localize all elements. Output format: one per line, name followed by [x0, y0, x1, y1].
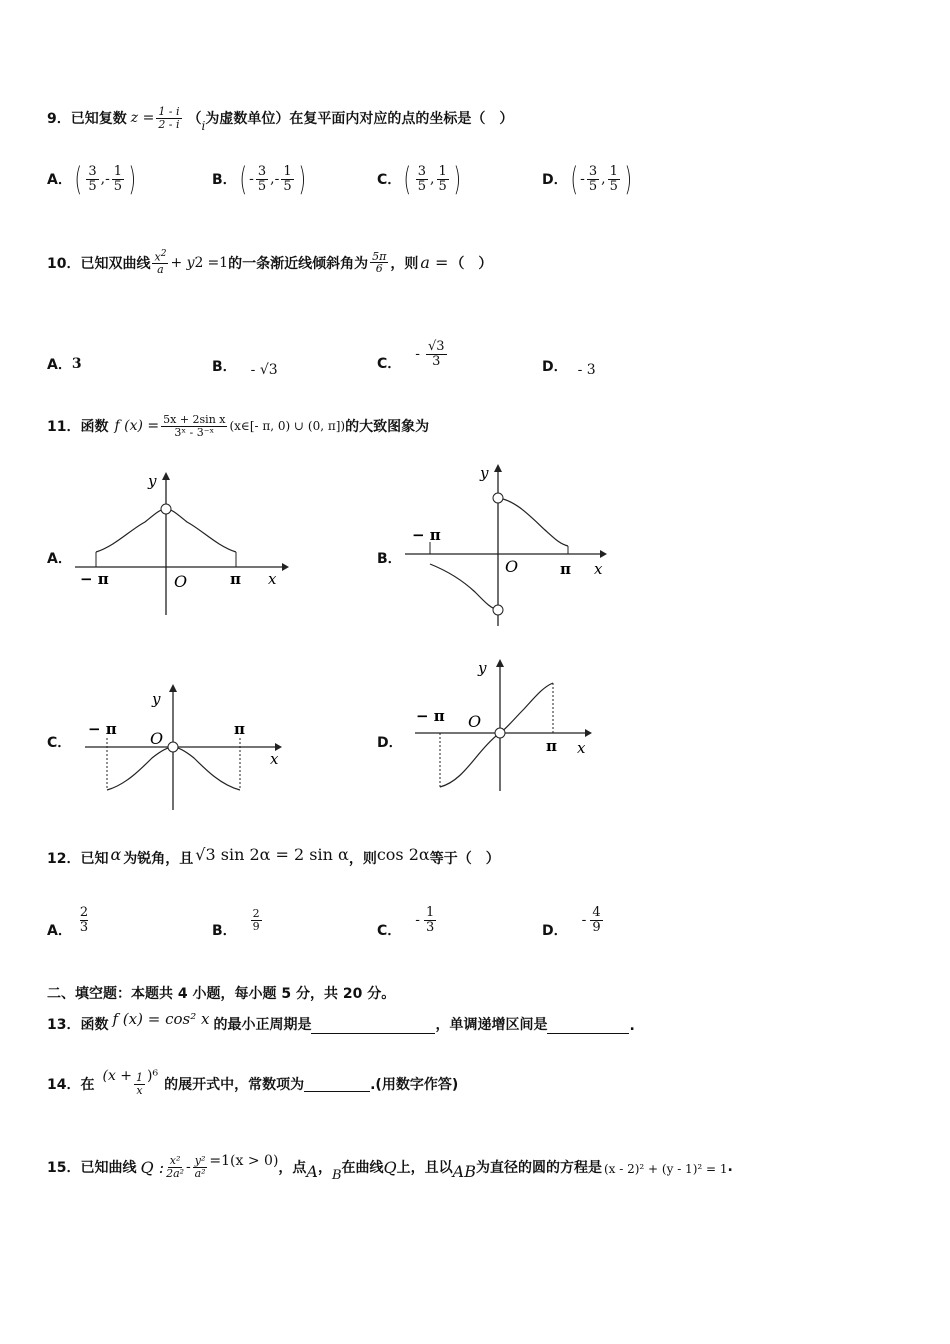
q9-d-den1: 5 [588, 178, 598, 194]
q12-option-b[interactable] [212, 900, 264, 940]
q12-option-a-den: 3 [79, 919, 89, 935]
q9-d-frac2 [608, 165, 620, 193]
q10-text1: 已知双曲线 [80, 255, 151, 272]
q12-option-b-num: 2 [252, 906, 260, 920]
graph-b-pi: π [560, 560, 571, 578]
q9-a-den2: 5 [113, 178, 123, 194]
q14-stem [47, 1068, 459, 1097]
q9-c-frac1 [416, 165, 428, 193]
q10-option-d-value: - 3 [577, 362, 596, 378]
q11-domain: (x∈[- π, 0) ∪ (0, π]) [229, 419, 346, 434]
q10-text4: （ ） [450, 255, 493, 272]
q12-option-c-den: 3 [426, 919, 435, 935]
q9-number: 9． [47, 111, 71, 128]
q15-frac1-den: 2a² [166, 1166, 185, 1180]
q11-text2: 的大致图象为 [345, 419, 430, 436]
q14-expr-pre: (x + [102, 1068, 133, 1085]
q9-d-sign1: - [580, 171, 585, 187]
graph-d-origin: O [468, 712, 482, 731]
q9-a-frac1 [86, 165, 98, 193]
q15-q-var: Q [383, 1157, 397, 1177]
q9-text3: 为虚数单位）在复平面内对应的点的坐标是（ ） [205, 111, 514, 128]
q13-stem [47, 1010, 635, 1034]
q13-blank-interval[interactable] [547, 1019, 629, 1034]
q11-graph-b-label[interactable]: B． [377, 551, 402, 567]
q15-frac1-num: x² [169, 1154, 181, 1167]
q10-ask: a = [420, 253, 449, 273]
q12-target: cos 2α [376, 844, 430, 864]
q10-option-a-value: 3 [71, 356, 82, 372]
q9-b-num1: 3 [257, 163, 267, 179]
q10-option-a-label: A． [47, 357, 72, 373]
q12-option-b-label: B． [212, 923, 237, 939]
graph-a-hole [161, 504, 171, 514]
q15-minus: - [186, 1159, 191, 1176]
q10-a: a [157, 263, 164, 277]
q12-option-c-frac [424, 906, 436, 934]
q12-text2: 为锐角，且 [123, 851, 194, 867]
q11-frac [161, 414, 227, 438]
graph-d-hole [495, 728, 505, 738]
q15-number: 15． [47, 1160, 81, 1177]
q14-text3: .(用数字作答) [370, 1077, 459, 1094]
graph-b-hole-top [493, 493, 503, 503]
q10-option-c-frac [426, 340, 447, 368]
q9-fraction [156, 106, 181, 130]
q11-graph-c-label[interactable]: C． [47, 735, 72, 751]
q9-b-frac2 [281, 165, 293, 193]
q9-a-den1: 5 [88, 178, 97, 194]
q14-text1: 在 [80, 1077, 95, 1094]
q9-b-sign2: - [274, 171, 280, 187]
q9-text2: （ [187, 111, 202, 128]
q12-option-c-label: C． [377, 923, 402, 939]
q9-a-num1: 3 [88, 163, 97, 179]
graph-c-y-label: y [152, 690, 161, 708]
q9-option-b-label: B． [212, 172, 237, 188]
q15-frac2-num: y² [194, 1154, 206, 1167]
graph-b-y-arrow [494, 464, 502, 472]
graph-d-x-arrow [585, 729, 592, 737]
q9-option-c[interactable]: C． ( $\frac{3}{5}$ , $\frac{1}{5}$ ) [377, 160, 461, 198]
q12-option-a-label: A． [47, 923, 72, 939]
graph-a-neg-pi: − π [80, 570, 109, 588]
q9-a-frac2 [112, 165, 124, 193]
q13-number: 13． [47, 1017, 81, 1033]
q15-circle-eq: (x - 2)² + (y - 1)² = 1 [603, 1162, 728, 1177]
q12-option-a[interactable] [47, 900, 92, 940]
q11-graph-c [80, 680, 290, 815]
graph-a-y-label: y [148, 472, 157, 490]
q15-rhs: =1(x > 0) [209, 1153, 279, 1170]
graph-a-x-arrow [282, 563, 289, 571]
q13-text3: ，单调递增区间是 [435, 1017, 548, 1033]
q13-expr: f (x) = cos² x [112, 1010, 210, 1028]
graph-b-y-label: y [480, 464, 489, 482]
q12-option-c-num: 1 [426, 904, 435, 920]
q9-numerator: 1 - i [158, 105, 180, 118]
q12-option-d-label: D． [542, 923, 568, 939]
q10-stem: 10． 已知双曲线 $\frac{x^2}{a}$ + y 2 =1 的一条渐近线倾斜角为 $\frac{5\pi}{6}$ ，则 a = （ ） [47, 249, 493, 277]
q11-stem [47, 414, 429, 438]
q10-angle-num: 5π [372, 249, 387, 263]
q11-graph-d-label[interactable]: D． [377, 735, 403, 751]
graph-b-hole-bottom [493, 605, 503, 615]
graph-a-y-arrow [162, 472, 170, 480]
graph-d-pi: π [546, 737, 557, 755]
q9-d-num2: 1 [609, 163, 618, 179]
q9-z-lhs: z = [130, 110, 155, 127]
q15-point-b: B [331, 1167, 342, 1183]
q10-option-a[interactable] [47, 354, 82, 374]
q10-option-c-den: 3 [432, 353, 441, 369]
q13-text2: 的最小正周期是 [213, 1017, 312, 1033]
graph-b-origin: O [505, 557, 519, 576]
q9-d-frac1 [587, 165, 599, 193]
q15-frac2 [193, 1155, 208, 1179]
q15-text2: ，点 [278, 1160, 307, 1177]
graph-b-right-curve [498, 498, 568, 546]
q10-option-b[interactable] [212, 354, 278, 378]
q10-option-c-sign: - [415, 346, 421, 362]
q15-text5: 为直径的圆的方程是 [475, 1160, 602, 1177]
graph-d-y-label: y [478, 659, 487, 677]
q10-angle-den: 6 [375, 262, 383, 276]
q10-angle-frac [370, 251, 388, 275]
q11-denominator: 3ˣ - 3⁻ˣ [174, 425, 215, 439]
graph-c-hole [168, 742, 178, 752]
q14-frac-den: x [136, 1083, 143, 1097]
q11-graph-d [410, 655, 600, 795]
graph-c-neg-pi: − π [88, 720, 117, 738]
q9-b-frac1 [256, 165, 268, 193]
graph-a-origin: O [174, 572, 188, 591]
q13-text1: 函数 [80, 1017, 109, 1033]
q12-number: 12． [47, 851, 81, 867]
q13-text4: . [629, 1018, 635, 1034]
q14-expr-post: )⁶ [147, 1068, 159, 1085]
q12-condition: √3 sin 2α = 2 sin α [195, 844, 349, 864]
q12-option-a-frac [78, 906, 90, 934]
q9-c-frac2 [437, 165, 449, 193]
q12-option-d[interactable] [542, 900, 605, 940]
q15-frac2-den: a² [194, 1166, 206, 1180]
q9-option-a-label: A． [47, 172, 72, 188]
q15-text4: 上，且以 [396, 1160, 453, 1177]
q9-stem [47, 105, 514, 134]
q12-stem [47, 844, 500, 868]
q9-c-den1: 5 [417, 178, 427, 194]
q15-ab: AB [452, 1161, 476, 1181]
graph-b-left-curve [430, 564, 498, 610]
q9-text1: 已知复数 [70, 111, 127, 128]
graph-c-origin: O [150, 729, 164, 748]
q12-option-b-den: 9 [252, 919, 260, 933]
q9-option-c-label: C． [377, 172, 402, 188]
graph-a-pi: π [230, 570, 241, 588]
q9-b-sign1: - [249, 171, 254, 187]
q9-a-sign2: - [105, 171, 110, 187]
q9-b-num2: 1 [283, 163, 292, 179]
q9-b-den2: 5 [283, 178, 292, 194]
q12-alpha: α [110, 844, 122, 864]
q15-frac1 [166, 1155, 184, 1179]
q10-option-c-label: C． [377, 356, 402, 372]
q10-option-c[interactable] [377, 335, 449, 373]
q14-number: 14． [47, 1077, 81, 1094]
q9-denominator: 2 - i [158, 117, 180, 131]
q14-blank[interactable] [304, 1077, 370, 1092]
q12-option-b-frac [251, 908, 262, 932]
q13-blank-period[interactable] [311, 1019, 435, 1034]
graph-c-x-label: x [270, 750, 279, 768]
q11-numerator: 5x + 2sin x [163, 413, 226, 426]
q10-text3: ，则 [390, 255, 419, 272]
q14-text2: 的展开式中，常数项为 [164, 1077, 305, 1094]
q10-xa-frac: $\frac{x^2}{a}$ [154, 249, 167, 277]
q11-fx: f (x) = [114, 418, 160, 435]
q9-d-den2: 5 [609, 178, 618, 194]
q14-frac [134, 1072, 145, 1096]
q12-text4: 等于（ ） [429, 851, 500, 867]
q9-c-num1: 3 [417, 163, 427, 179]
q10-option-c-num: √3 [428, 338, 445, 354]
q9-option-b[interactable]: B． ( - $\frac{3}{5}$ , - $\frac{1}{5}$ ) [212, 160, 306, 198]
q9-d-num1: 3 [588, 163, 598, 179]
q10-y-term: + y [170, 254, 195, 271]
q11-graph-a [70, 470, 290, 620]
q9-b-den1: 5 [257, 178, 267, 194]
q10-option-b-value: - √3 [250, 362, 278, 378]
q15-stem [47, 1153, 733, 1183]
q12-option-c[interactable] [377, 900, 438, 940]
q10-option-b-label: B． [212, 359, 237, 375]
q9-option-d[interactable]: D． ( - $\frac{3}{5}$ , $\frac{1}{5}$ ) [542, 160, 632, 198]
q15-sep: ， [317, 1160, 332, 1177]
q15-text1: 已知曲线 [80, 1160, 137, 1177]
graph-d-y-arrow [496, 659, 504, 667]
q9-i-var: i [201, 119, 206, 134]
q11-graph-b [400, 460, 610, 630]
q12-option-d-sign: - [581, 912, 587, 928]
q15-point-a: A [306, 1161, 318, 1181]
q10-option-d[interactable] [542, 354, 596, 378]
q12-option-c-sign: - [415, 912, 421, 928]
q12-text3: ，则 [348, 851, 377, 867]
q12-option-d-num: 4 [592, 904, 601, 920]
graph-b-neg-pi: − π [412, 526, 441, 544]
q15-q-lhs: Q : [140, 1157, 165, 1177]
q10-text2: 的一条渐近线倾斜角为 [228, 255, 369, 272]
section2-header: 二、填空题：本题共 4 小题，每小题 5 分，共 20 分。 [47, 986, 396, 1002]
q12-option-d-den: 9 [592, 919, 601, 935]
graph-b-x-arrow [600, 550, 607, 558]
q9-option-a[interactable]: A． ( $\frac{3}{5}$ , - $\frac{1}{5}$ ) [47, 160, 137, 198]
graph-d-x-label: x [577, 739, 586, 757]
q12-option-d-frac [590, 906, 602, 934]
q10-eq1: =1 [207, 254, 229, 271]
q10-number: 10． [47, 255, 81, 272]
q11-text1: 函数 [80, 419, 109, 436]
graph-a-x-label: x [268, 570, 277, 588]
graph-d-neg-pi: − π [416, 707, 445, 725]
q12-option-a-num: 2 [79, 904, 89, 920]
q9-option-d-label: D． [542, 172, 568, 188]
q15-text3: 在曲线 [341, 1160, 384, 1177]
graph-c-y-arrow [169, 684, 177, 692]
graph-c-pi: π [234, 720, 245, 738]
graph-b-x-label: x [594, 560, 603, 578]
q11-graph-a-label[interactable]: A． [47, 551, 72, 567]
q10-x: x [154, 250, 161, 264]
q12-text1: 已知 [80, 851, 109, 867]
q15-text6: . [727, 1159, 733, 1176]
q14-frac-num: 1 [136, 1071, 144, 1084]
q10-option-d-label: D． [542, 359, 568, 375]
q9-c-den2: 5 [438, 178, 447, 194]
q9-c-num2: 1 [438, 163, 447, 179]
q11-number: 11． [47, 419, 81, 436]
q9-a-num2: 1 [113, 163, 123, 179]
